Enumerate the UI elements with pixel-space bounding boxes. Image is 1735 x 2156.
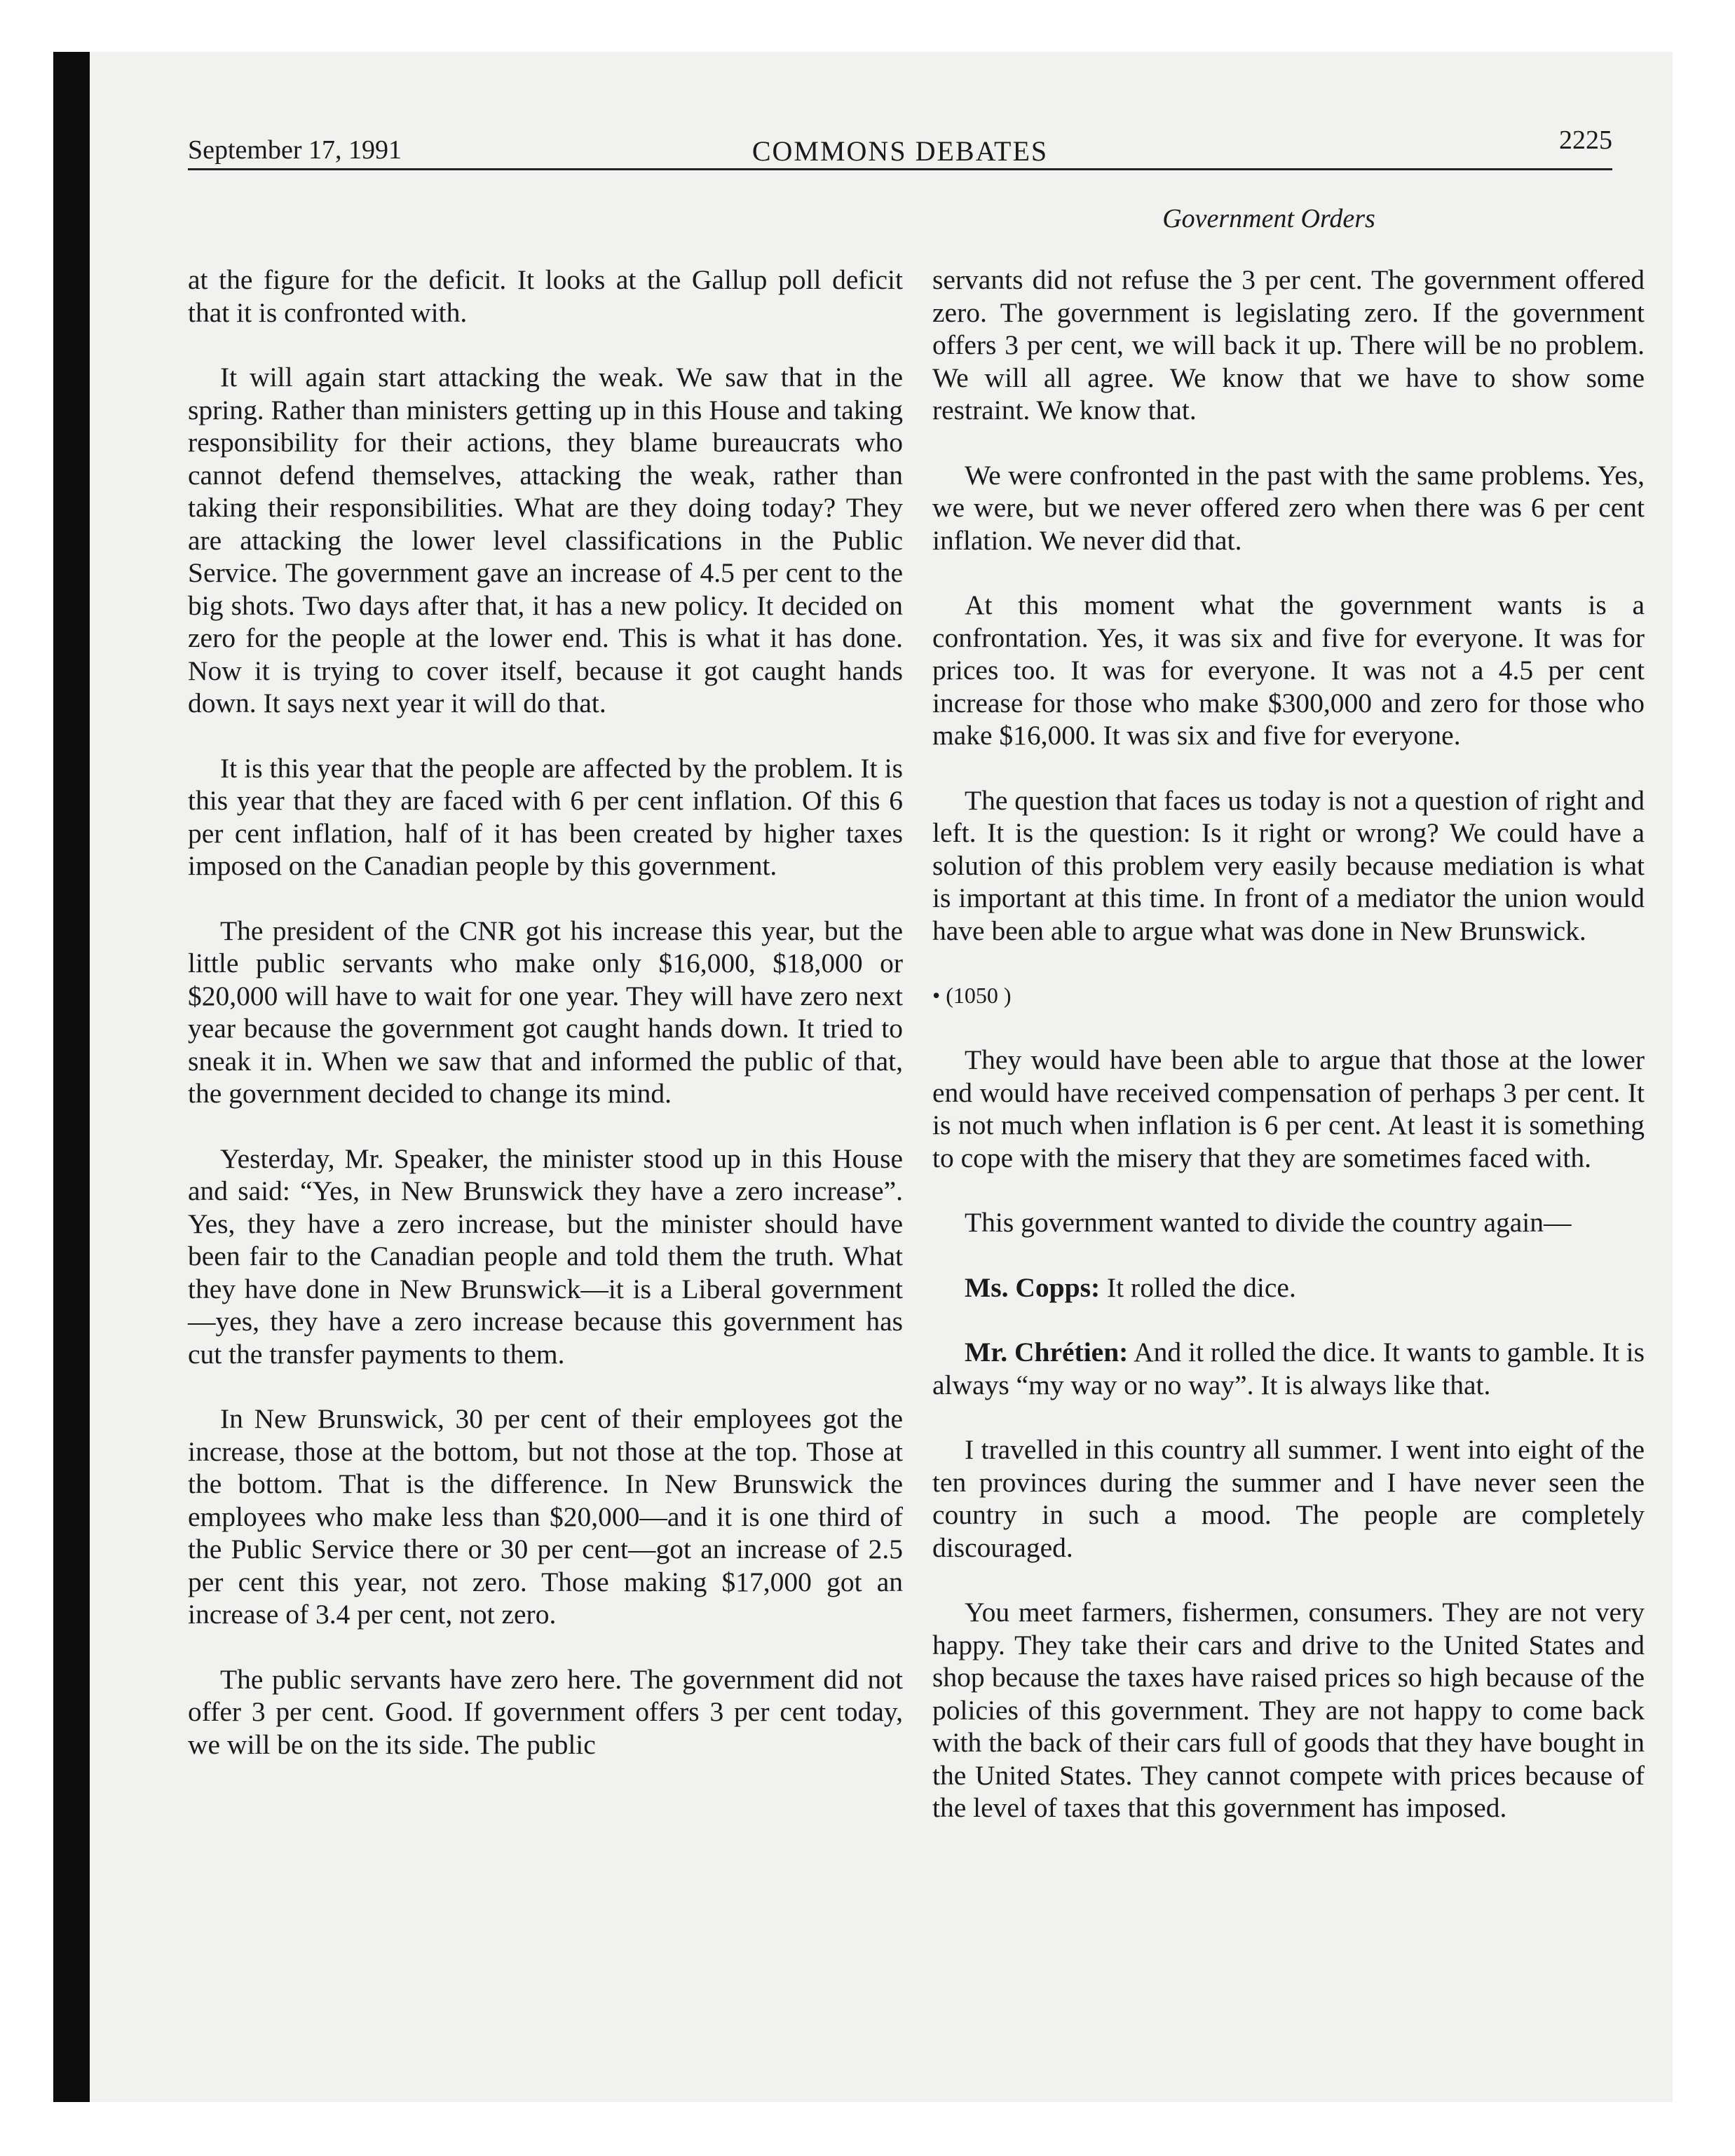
scan-border (53, 52, 90, 2102)
speaker-name: Ms. Copps: (965, 1271, 1101, 1303)
paragraph: I travelled in this country all summer. I went into eight of the ten provinces during the summer and I have never seen the country in such a mood. The people are completely discouraged. (932, 1434, 1645, 1563)
header-date: September 17, 1991 (188, 135, 402, 165)
section-title: Government Orders (1162, 204, 1375, 233)
left-column (188, 264, 903, 1793)
paragraph: servants did not refuse the 3 per cent. The government offered zero. The government is legislating zero. If the government offers 3 per cent, we will back it up. There will be no problem. We will all agree. We know that we have to show some restraint. We know that. (932, 264, 1645, 425)
paragraph: The president of the CNR got his increase this year, but the little public servants who make only $16,000, $18,000 or $20,000 will have to wait for one year. They will have zero next year because the government got caught hands down. It tried to sneak it in. When we saw that and informed the public of that, the government decided to change its mind. (188, 915, 903, 1109)
speech-text: And it rolled the dice. It wants to gamble. It is always “my way or no way”. It is always like that. (932, 1337, 1645, 1400)
paragraph: We were confronted in the past with the same problems. Yes, we were, but we never offered zero when there was 6 per cent inflation. We never did that. (932, 459, 1645, 556)
paragraph: In New Brunswick, 30 per cent of their employees got the increase, those at the bottom, but not those at the top. Those at the bottom. That is the difference. In New Brunswick the employees who make less than $20,000—and it is one third of the Public Service there or 30 per cent—got an increase of 2.5 per cent this year, not zero. Those making $17,000 got an increase of 3.4 per cent, not zero. (188, 1403, 903, 1630)
speech (932, 1336, 1645, 1401)
paragraph: It is this year that the people are affected by the problem. It is this year that they are faced with 6 per cent inflation. Of this 6 per cent inflation, half of it has been created by higher taxes imposed on the Canadian people by this government. (188, 752, 903, 881)
time-marker: • (1050 ) (932, 983, 1012, 1008)
paragraph: Yesterday, Mr. Speaker, the minister stood up in this House and said: “Yes, in New Brunswick they have a zero increase”. Yes, they have a zero increase, but the minister should have been fair to the Canadian people and told them the truth. What they have done in New Brunswick—it is a Liberal government—yes, they have a zero increase because this government has cut the transfer payments to them. (188, 1142, 903, 1370)
paragraph: It will again start attacking the weak. We saw that in the spring. Rather than ministers getting up in this House and taking responsibility for their actions, they blame bureaucrats who cannot defend themselves, attacking the weak, rather than taking their responsibilities. What are they doing today? They are attacking the lower level classifications in the Public Service. The government gave an increase of 4.5 per cent to the big shots. Two days after that, it has a new policy. It decided on zero for the people at the lower end. This is what it has done. Now it is trying to cover itself, because it got caught hands down. It says next year it will do that. (188, 362, 903, 718)
right-column (932, 264, 1645, 1857)
paragraph: They would have been able to argue that those at the lower end would have received compensation of perhaps 3 per cent. It is not much when inflation is 6 per cent. At least it is something to cope with the misery that they are sometimes faced with. (932, 1044, 1645, 1173)
paragraph: The question that faces us today is not a question of right and left. It is the question: Is it right or wrong? We could have a solution of this problem very easily because mediation is what is important at this time. In front of a mediator the union would have been able to argue what was done in New Brunswick. (932, 784, 1645, 946)
interjection (932, 1271, 1645, 1304)
paragraph: at the figure for the deficit. It looks at the Gallup poll deficit that it is confronted with. (188, 264, 903, 328)
page-header (188, 125, 1612, 170)
paragraph: At this moment what the government wants is a confrontation. Yes, it was six and five for everyone. It was for prices too. It was for everyone. It was not a 4.5 per cent increase for those who make $300,000 and zero for those who make $16,000. It was six and five for everyone. (932, 589, 1645, 751)
page-number: 2225 (1559, 125, 1612, 155)
paragraph: The public servants have zero here. The government did not offer 3 per cent. Good. If government offers 3 per cent today, we will be on the its side. The public (188, 1663, 903, 1760)
paragraph: You meet farmers, fishermen, consumers. They are not very happy. They take their cars and drive to the United States and shop because the taxes have raised prices so high because of the policies of this government. They are not happy to come back with the back of their cars full of goods that they have bought in the United States. They cannot compete with prices because of the level of taxes that this government has imposed. (932, 1597, 1645, 1823)
header-title: COMMONS DEBATES (751, 135, 1049, 167)
speech-text: It rolled the dice. (1100, 1271, 1296, 1303)
speaker-name: Mr. Chrétien: (965, 1337, 1129, 1367)
paragraph: This government wanted to divide the country again— (965, 1207, 1572, 1238)
